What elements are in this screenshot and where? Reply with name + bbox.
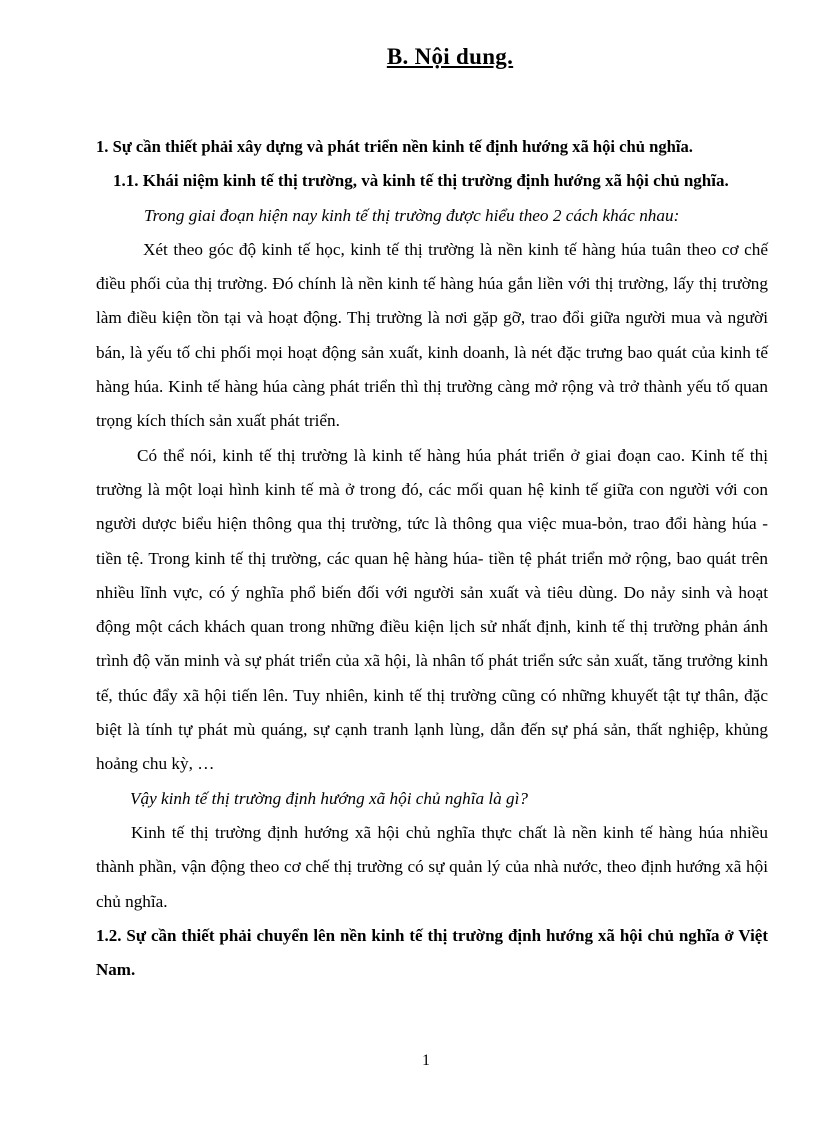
section-heading-1: 1. Sự cần thiết phải xây dựng và phát triển nền kinh tế định hướng xã hội chủ nghĩa. [96,137,693,156]
page-title: B. Nội dung. [386,44,514,69]
section-heading-1-2: 1.2. Sự cần thiết phải chuyển lên nền kinh tế thị trường định hướng xã hội chủ nghĩa ở Việt Nam. [96,925,768,980]
document-body [96,130,768,987]
paragraph-1: Xét theo góc độ kinh tế học, kinh tế thị trường là nền kinh tế hàng húa tuân theo cơ chế điều phối của thị trường. Đó chính là nền kinh tế hàng húa gắn liền với thị trường, lấy thị trường làm điều kiện tồn tại và hoạt động. Thị trường là nơi gặp gỡ, trao đổi giữa người mua và người bán, là yếu tố chi phối mọi hoạt động sản xuất, kinh doanh, là nét đặc trưng bao quát của kinh tế hàng húa. Kinh tế hàng húa càng phát triển thì thị trường càng mở rộng và trở thành yếu tố quan trọng kích thích sản xuất phát triển. [96,239,768,431]
page-number: 1 [422,1052,430,1069]
paragraph-2: Có thể nói, kinh tế thị trường là kinh tế hàng húa phát triển ở giai đoạn cao. Kinh tế thị trường là một loại hình kinh tế mà ở trong đó, các mối quan hệ kinh tế giữa con người với con người dược biểu hiện thông qua thị trường, tức là thông qua việc mua-bỏn, trao đổi hàng húa - tiền tệ. Trong kinh tế thị trường, các quan hệ hàng húa- tiền tệ phát triển mở rộng, bao quát trên nhiều lĩnh vực, có ý nghĩa phổ biến đối với người sản xuất và tiêu dùng. Do nảy sinh và hoạt động một cách khách quan trong những điều kiện lịch sử nhất định, kinh tế thị trường phản ánh trình độ văn minh và sự phát triển của xã hội, là nhân tố phát triển sức sản xuất, tăng trưởng kinh tế, thúc đẩy xã hội tiến lên. Tuy nhiên, kinh tế thị trường cũng có những khuyết tật tự thân, đặc biệt là tính tự phát mù quáng, sự cạnh tranh lạnh lùng, dẫn đến sự phá sản, thất nghiệp, khủng hoảng chu kỳ, … [96,445,768,774]
paragraph-3: Kinh tế thị trường định hướng xã hội chủ nghĩa thực chất là nền kinh tế hàng húa nhiều thành phần, vận động theo cơ chế thị trường có sự quản lý của nhà nước, theo định hướng xã hội chủ nghĩa. [96,822,768,911]
intro-italic: Trong giai đoạn hiện nay kinh tế thị trường được hiểu theo 2 cách khác nhau: [144,205,680,225]
question-italic: Vậy kinh tế thị trường định hướng xã hội chủ nghĩa là gì? [130,788,528,808]
section-heading-1-1: 1.1. Khái niệm kinh tế thị trường, và kinh tế thị trường định hướng xã hội chủ nghĩa. [113,171,729,191]
